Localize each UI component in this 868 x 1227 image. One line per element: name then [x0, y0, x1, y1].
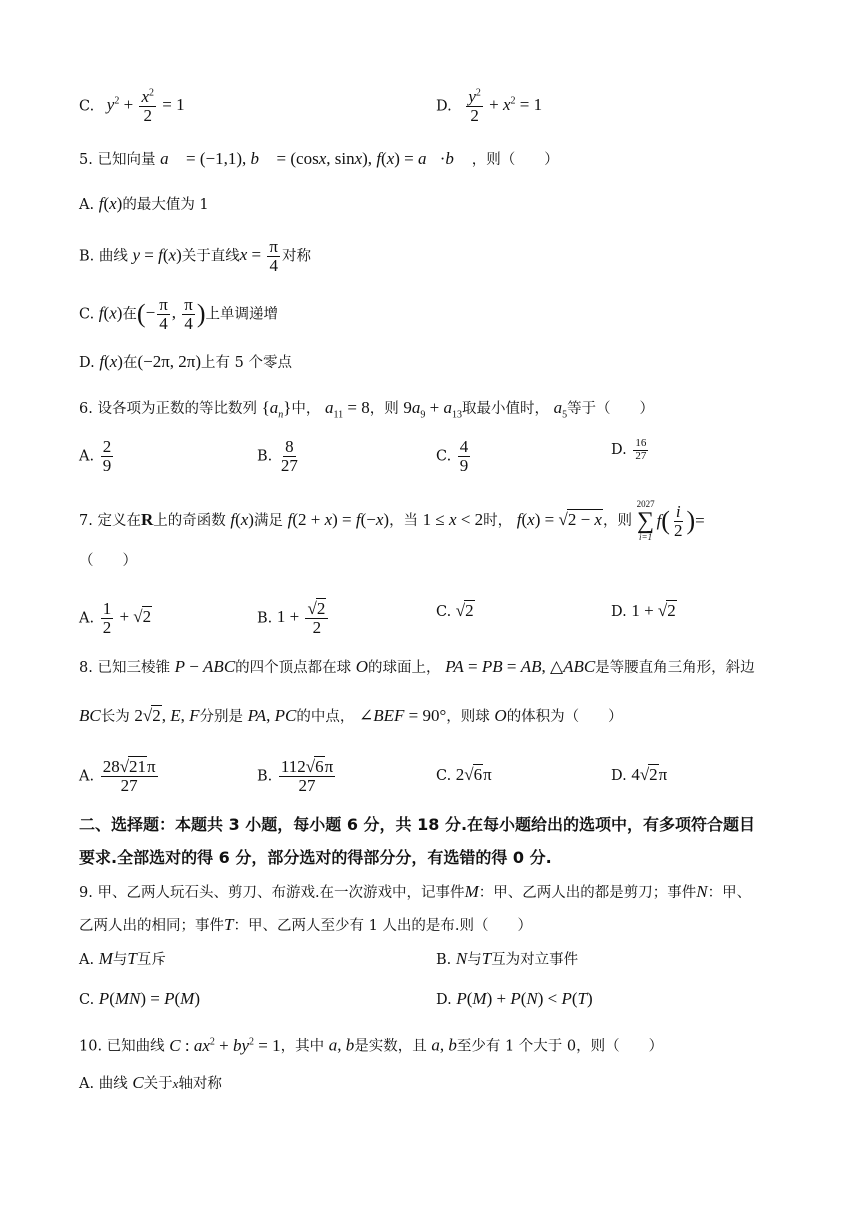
q8-option-d: D. 4√2π — [611, 765, 668, 784]
q5-option-c: C. f(x)在(− $\frac{\pi}{4}$ , $\frac{\pi}{4}$ )上单调递增 — [79, 295, 279, 333]
q4-option-c: C. $y^2$ + $\frac{x^2}{2}$ = 1 — [79, 87, 185, 125]
q8-stem-line2: BC长为 2√2, E, F分别是 PA, PC的中点， ∠BEF = 90°，则球 O的体积为（ ） — [79, 706, 623, 725]
section-heading-line2: 要求.全部选对的得 6 分，部分选对的得部分分，有选错的得 0 分. — [79, 848, 552, 867]
q7-option-b: B. 1 + $\frac{√2}{2}$ — [257, 600, 330, 637]
q9-stem-line2: 乙两人出的相同；事件T：甲、乙两人至少有 1 人出的是布.则（ ） — [79, 915, 533, 934]
q8-stem-line1: 8. 已知三棱锥 P − ABC的四个顶点都在球 O的球面上， PA = PB = AB, △ABC是等腰直角三角形，斜边 — [79, 657, 755, 676]
q9-option-d: D. P(M) + P(N) < P(T) — [436, 989, 593, 1008]
q5-option-d: D. f(x)在(−2π, 2π)上有 5 个零点 — [79, 352, 292, 371]
q9-option-b: B. N与T互为对立事件 — [436, 949, 579, 968]
q7-stem: 7. 定义在R上的奇函数 f(x)满足 f(2 + x) = f(−x)，当 1 ≤ x < 2时， f(x) = √2 − x，则 2027 ∑ i=1 f ( $\frac{i}{2}$ ) = — [79, 499, 705, 542]
q6-stem: 6. 设各项为正数的等比数列 $\{a_n\}$中， $a_{11} = 8$，则 $9a_9 + a_{13}$取最小值时， $a_5$等于（ ） — [79, 398, 655, 421]
section-heading-line1: 二、选择题：本题共 3 小题，每小题 6 分，共 18 分.在每小题给出的选项中，有多项符合题目 — [79, 815, 756, 834]
q7-option-c: C. √2 — [436, 601, 474, 620]
q9-stem-line1: 9. 甲、乙两人玩石头、剪刀、布游戏.在一次游戏中，记事件M：甲、乙两人出的都是剪刀；事件N：甲、 — [79, 882, 752, 901]
q5-option-b: B. 曲线 y = f(x)关于直线x = $\frac{\pi}{4}$ 对称 — [79, 237, 311, 275]
q4-option-d: D. $\frac{y^2}{2}$ + $x^2 = 1$ — [436, 87, 543, 125]
q8-option-b: B. $\frac{112√6\pi}{27}$ — [257, 757, 334, 795]
q9-option-a: A. M与T互斥 — [79, 949, 166, 968]
q8-option-a: A. $\frac{28√21\pi}{27}$ — [79, 757, 156, 795]
q9-option-c: C. P(MN) = P(M) — [79, 989, 201, 1008]
q5-stem: 5. 已知向量 a⃗ = (−1,1), b⃗ = (cosx, sinx), f(x) = a⃗·b⃗ ，则（ ） — [79, 149, 559, 168]
q8-option-c: C. 2√6π — [436, 765, 492, 784]
q7-blank: （ ） — [79, 553, 137, 569]
q6-option-b: B. $\frac{8}{27}$ — [257, 437, 298, 475]
q7-option-d: D. 1 + √2 — [611, 601, 676, 620]
q6-option-c: C. $\frac{4}{9}$ — [436, 437, 469, 475]
q6-option-a: A. $\frac{2}{9}$ — [79, 437, 112, 475]
q10-stem: 10. 已知曲线 C : $ax^2 + by^2 = 1$，其中 a, b是实数，且 a, b至少有 1 个大于 0，则（ ） — [79, 1035, 664, 1055]
q5-option-a: A. f(x)的最大值为 1 — [79, 194, 209, 213]
q7-option-a: A. $\frac{1}{2}$ + √2 — [79, 599, 152, 637]
q6-option-d: D. $\frac{16}{27}$ — [611, 437, 647, 462]
q10-option-a: A. 曲线 C关于x轴对称 — [79, 1073, 222, 1092]
